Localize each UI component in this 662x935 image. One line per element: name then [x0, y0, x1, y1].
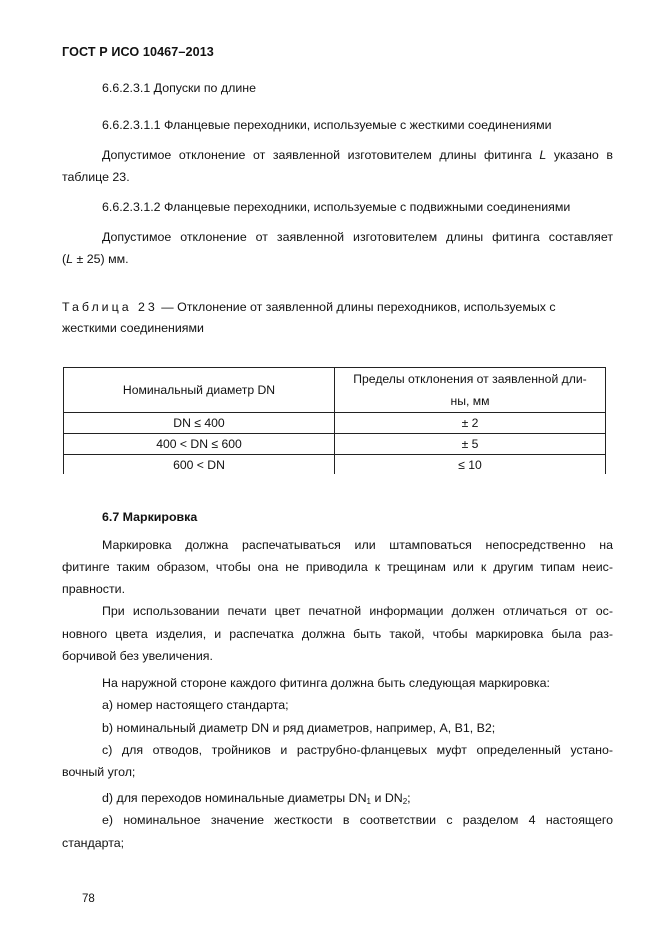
paragraph-line: Допустимое отклонение от заявленной изготовителем длины фитинга L указано в: [102, 148, 613, 162]
table-cell: 600 < DN: [64, 455, 335, 476]
list-item: a) номер настоящего стандарта;: [102, 698, 289, 712]
table-caption: Таблица 23 — Отклонение от заявленной длины переходников, используемых с: [62, 300, 556, 314]
paragraph-line: новного цвета изделия, и распечатка должна быть такой, чтобы маркировка была раз-: [62, 627, 613, 641]
list-item: стандарта;: [62, 836, 125, 850]
page-number: 78: [82, 893, 95, 905]
table-header-row: [64, 368, 606, 413]
section-heading-6-7: 6.7 Маркировка: [102, 510, 198, 524]
list-item: d) для переходов номинальные диаметры $DN_1$ и $DN_2$;: [102, 791, 411, 806]
table-cell: DN ≤ 400: [64, 413, 335, 434]
table-cell: 400 < DN ≤ 600: [64, 434, 335, 455]
table-row: [64, 434, 606, 455]
document-header: ГОСТ Р ИСО 10467–2013: [62, 45, 214, 59]
column-header-deviation-limits: Пределы отклонения от заявленной дли- ны, мм: [335, 368, 606, 413]
column-header-nominal-diameter: Номинальный диаметр DN: [64, 368, 335, 413]
paragraph-line: (L ± 25) мм.: [62, 252, 129, 266]
list-item: вочный угол;: [62, 765, 136, 779]
table-row: [64, 413, 606, 434]
table-cell: ± 5: [335, 434, 606, 455]
paragraph-line: фитинге таким образом, чтобы она не приводила к трещинам или к другим типам неис-: [62, 560, 613, 574]
deviation-table: [63, 367, 606, 476]
table-cell: ≤ 10: [335, 455, 606, 476]
paragraph-line: На наружной стороне каждого фитинга должна быть следующая маркировка:: [102, 676, 550, 690]
table-cut-mask: [62, 474, 608, 478]
section-heading-6-6-2-3-1-1: 6.6.2.3.1.1 Фланцевые переходники, используемые с жесткими соединениями: [102, 118, 552, 132]
paragraph-line: борчивой без увеличения.: [62, 649, 213, 663]
section-heading-6-6-2-3-1: 6.6.2.3.1 Допуски по длине: [102, 81, 256, 95]
paragraph-line: При использовании печати цвет печатной информации должен отличаться от ос-: [102, 604, 613, 618]
list-item: e) номинальное значение жесткости в соответствии с разделом 4 настоящего: [102, 813, 613, 827]
paragraph-line: Допустимое отклонение от заявленной изготовителем длины фитинга составляет: [102, 230, 613, 244]
table-row: [64, 455, 606, 476]
table-caption-line2: жесткими соединениями: [62, 321, 204, 335]
section-heading-6-6-2-3-1-2: 6.6.2.3.1.2 Фланцевые переходники, используемые с подвижными соединениями: [102, 200, 571, 214]
table-cell: ± 2: [335, 413, 606, 434]
list-item: c) для отводов, тройников и раструбно-фланцевых муфт определенный устано-: [102, 743, 613, 757]
paragraph-line: правности.: [62, 582, 126, 596]
paragraph-line: таблице 23.: [62, 170, 130, 184]
paragraph-line: Маркировка должна распечатываться или штамповаться непосредственно на: [102, 538, 613, 552]
list-item: b) номинальный диаметр DN и ряд диаметров, например, A, B1, B2;: [102, 721, 496, 735]
